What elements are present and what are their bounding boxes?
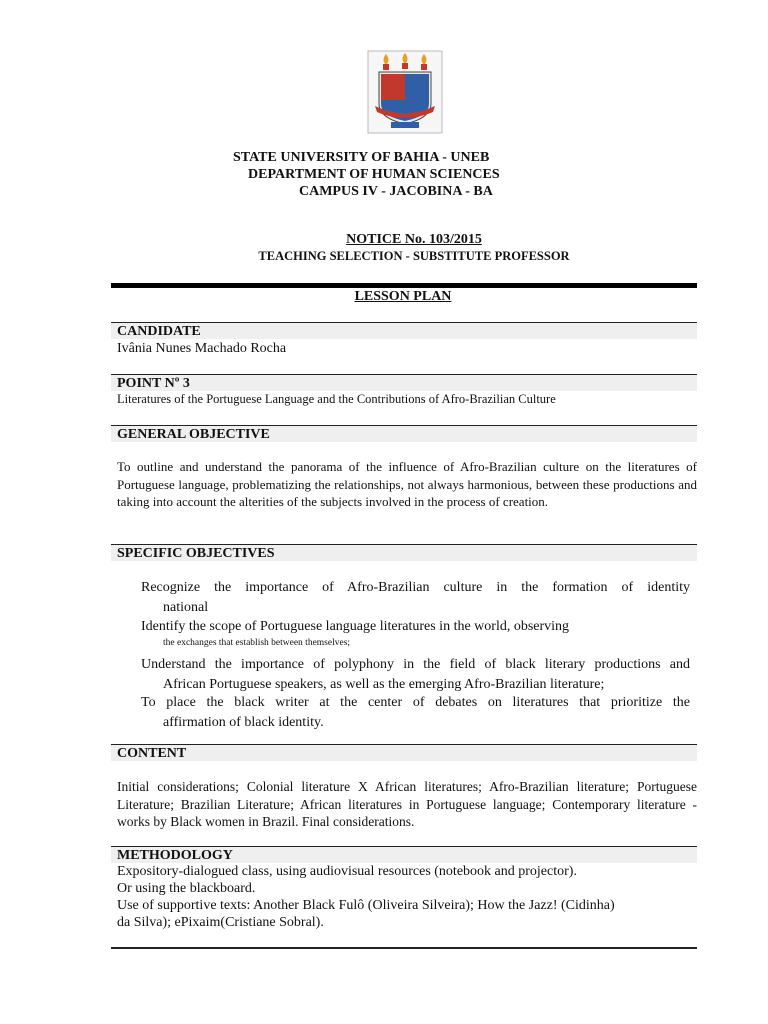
objective-item	[141, 693, 690, 733]
university-name: STATE UNIVERSITY OF BAHIA - UNEB	[233, 150, 490, 165]
point-text: Literatures of the Portuguese Language and the Contributions of Afro-Brazilian Culture	[117, 392, 556, 406]
candidate-heading: CANDIDATE	[111, 322, 697, 339]
notice-subtitle: TEACHING SELECTION - SUBSTITUTE PROFESSOR	[258, 249, 570, 263]
objective-item-line: the exchanges that establish between themselves;	[163, 638, 351, 648]
general-objective-text: To outline and understand the panorama of the influence of Afro-Brazilian culture on the literatures of Portuguese language, problematizing the relationships, not always harmonious, between these productions and taking into account the alterities of the subjects involved in the process of creation.	[117, 459, 697, 509]
methodology-line: Or using the blackboard.	[117, 881, 256, 896]
objective-item-line: To place the black writer at the center of debates on literatures that prioritize the	[141, 695, 690, 710]
objective-item-line: national	[163, 600, 209, 615]
bottom-divider	[111, 947, 697, 949]
university-crest-logo	[367, 50, 443, 134]
objective-item-line: Identify the scope of Portuguese language literatures in the world, observing	[141, 619, 570, 634]
candidate-name: Ivânia Nunes Machado Rocha	[117, 341, 287, 356]
point-heading: POINT Nº 3	[111, 374, 697, 391]
objective-item-line: Recognize the importance of Afro-Brazilian culture in the formation of identity	[141, 580, 690, 595]
campus-name: CAMPUS IV - JACOBINA - BA	[299, 184, 493, 199]
objective-item	[141, 655, 690, 695]
content-heading: CONTENT	[111, 744, 697, 761]
objective-item	[141, 578, 690, 618]
objective-item-line: affirmation of black identity.	[163, 715, 324, 730]
lesson-plan-title: LESSON PLAN	[354, 289, 452, 304]
methodology-heading: METHODOLOGY	[111, 846, 697, 863]
objective-item	[141, 617, 690, 650]
notice-number: NOTICE No. 103/2015	[346, 232, 482, 247]
content-text: Initial considerations; Colonial literature X African literatures; Afro-Brazilian literature; Portuguese Literature; Brazilian Literature; African literatures in Portuguese language; Contemporary literature - works by Black women in Brazil. Final considerations.	[117, 779, 697, 829]
methodology-line: da Silva); ePixaim(Cristiane Sobral).	[117, 915, 324, 930]
objective-item-line: Understand the importance of polyphony in the field of black literary productions and	[141, 657, 690, 672]
department-name: DEPARTMENT OF HUMAN SCIENCES	[248, 167, 500, 182]
methodology-line: Expository-dialogued class, using audiovisual resources (notebook and projector).	[117, 864, 577, 879]
specific-objectives-heading: SPECIFIC OBJECTIVES	[111, 544, 697, 561]
methodology-line: Use of supportive texts: Another Black Fulô (Oliveira Silveira); How the Jazz! (Cidinha)	[117, 898, 615, 913]
thick-divider	[111, 283, 697, 288]
objective-item-line: African Portuguese speakers, as well as the emerging Afro-Brazilian literature;	[163, 677, 605, 692]
general-objective-heading: GENERAL OBJECTIVE	[111, 425, 697, 442]
